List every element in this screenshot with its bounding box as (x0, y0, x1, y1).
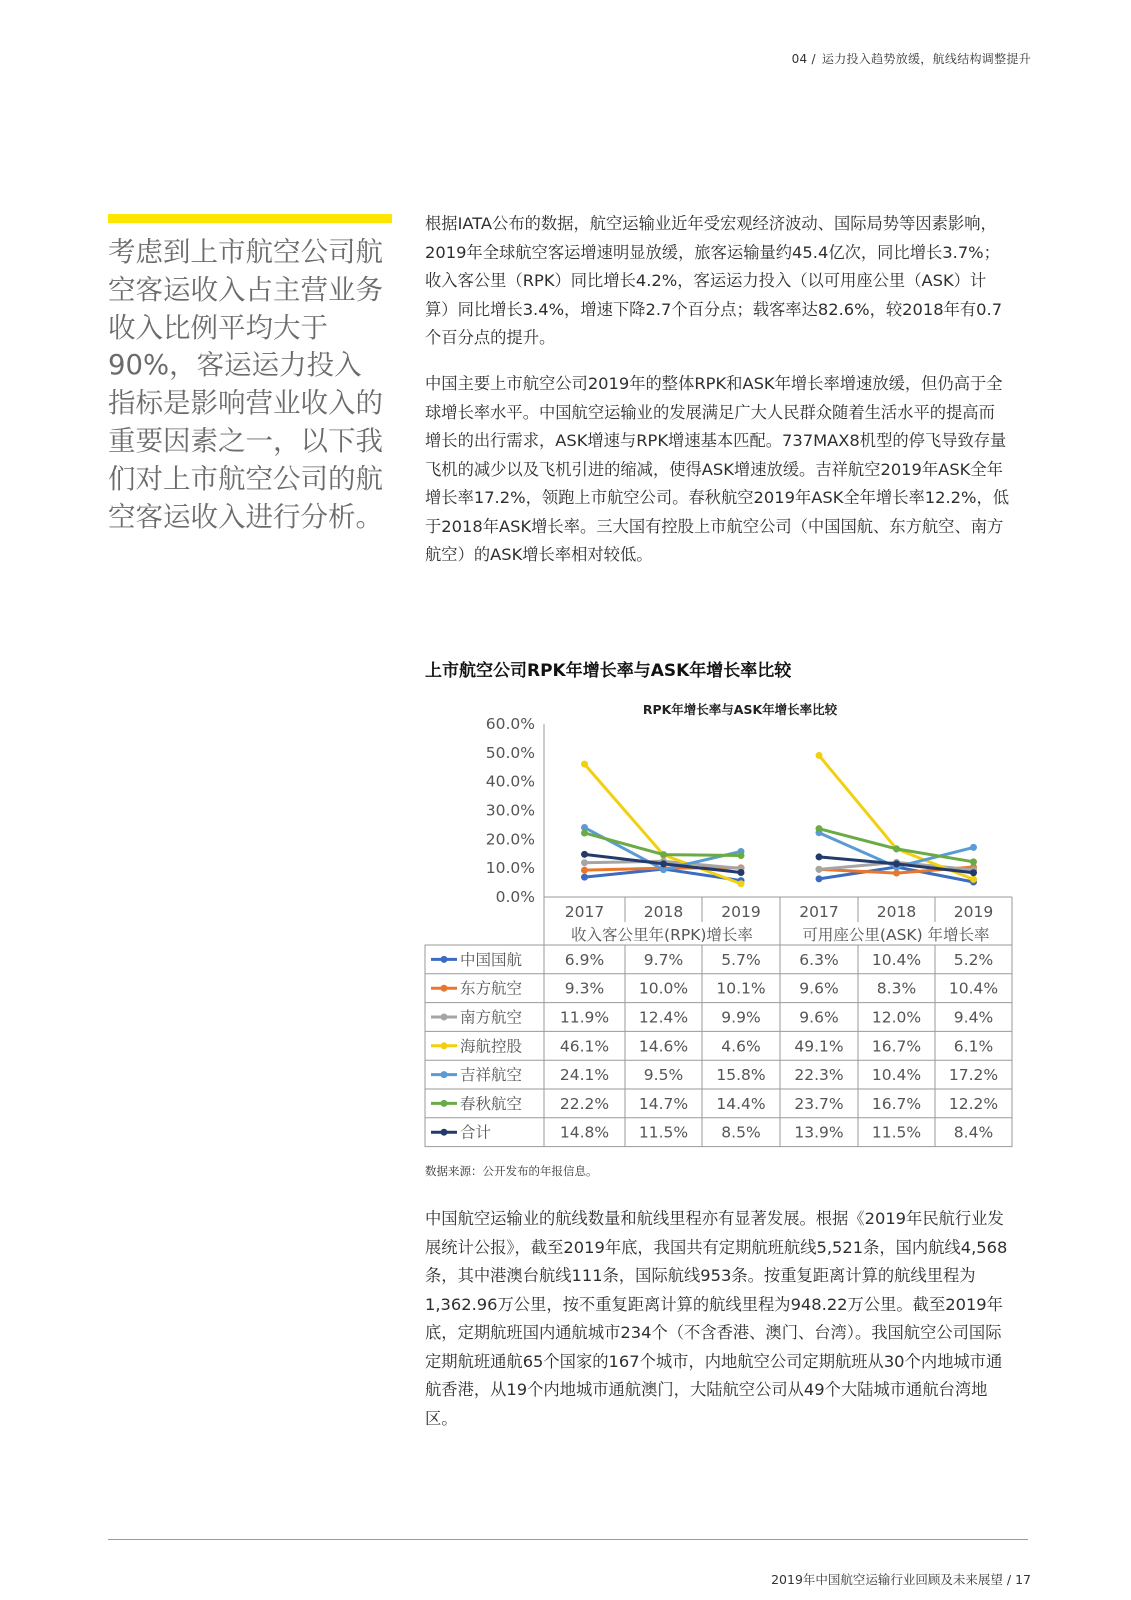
data-point (893, 860, 900, 867)
data-label: 10.1% (716, 979, 766, 998)
data-label: 8.3% (876, 979, 917, 998)
data-label: 15.8% (716, 1066, 766, 1085)
legend-label: 合计 (460, 1123, 492, 1142)
data-label: 14.7% (638, 1094, 689, 1113)
legend-key-marker (441, 956, 448, 963)
data-point (660, 851, 667, 858)
paragraph-text: 中国航空运输业的航线数量和航线里程亦有显著发展。根据《2019年民航行业发展统计公报》，截至2019年底，我国共有定期航班航线5,521条，国内航线4,568条，其中港澳台航线111条，国际航线953条。按重复距离计算的航线里程为1,362.96万公里，按不重复距离计算的航线里程为948.22万公里。截至2019年底，定期航班国内通航城市234个（不含香港、澳门、台湾）。我国航空公司国际定期航班通航65个国家的167个城市，内地航空公司定期航班从30个内地城市通航香港，从19个内地城市通航澳门，大陆航空公司从49个大陆城市通航台湾地区。 (425, 1209, 1008, 1428)
data-point (970, 858, 977, 865)
data-label: 12.4% (638, 1008, 689, 1027)
data-point (970, 844, 977, 851)
data-point (816, 853, 823, 860)
legend-label: 中国国航 (460, 950, 523, 969)
series-line (819, 829, 974, 862)
pull-quote-text: 考虑到上市航空公司航空客运收入占主营业务收入比例平均大于90%，客运运力投入指标是影响营业收入的重要因素之一，以下我们对上市航空公司的航空客运收入进行分析。 (108, 236, 383, 533)
y-tick-label: 60.0% (485, 715, 535, 733)
data-label: 11.5% (871, 1123, 922, 1142)
data-point (816, 866, 823, 873)
data-point (893, 845, 900, 852)
data-label: 12.2% (948, 1094, 999, 1113)
y-tick-label: 50.0% (485, 743, 535, 762)
section-number: 04 / (791, 52, 816, 66)
section-title: 运力投入趋势放缓，航线结构调整提升 (821, 52, 1031, 66)
x-tick-label: 2019 (721, 903, 761, 921)
data-label: 8.4% (953, 1123, 994, 1142)
data-label: 9.9% (721, 1008, 761, 1027)
y-tick-label: 30.0% (485, 801, 535, 820)
paragraph-text: 中国主要上市航空公司2019年的整体RPK和ASK年增长率增速放缓，但仍高于全球增长率水平。中国航空运输业的发展满足广大人民群众随着生活水平的提高而增长的出行需求，ASK增速与RPK增速基本匹配。737MAX8机型的停飞导致存量飞机的减少以及飞机引进的缩减，使得ASK增速放缓。吉祥航空2019年ASK全年增长率17.2%，领跑上市航空公司。春秋航空2019年ASK全年增长率12.2%，低于2018年ASK增长率。三大国有控股上市航空公司（中国国航、东方航空、南方航空）的ASK增长率相对较低。 (425, 374, 1010, 564)
data-point (581, 874, 588, 881)
y-tick-label: 10.0% (485, 859, 535, 878)
legend-key-marker (441, 1042, 448, 1049)
data-point (581, 867, 588, 874)
data-point (970, 869, 977, 876)
data-label: 49.1% (794, 1037, 844, 1056)
footer-divider (108, 1539, 1028, 1540)
data-label: 24.1% (559, 1066, 610, 1085)
data-label: 9.6% (799, 1008, 839, 1027)
legend-label: 吉祥航空 (460, 1066, 523, 1085)
data-label: 16.7% (871, 1094, 922, 1113)
data-point (970, 876, 977, 883)
chart-heading: 上市航空公司RPK年增长率与ASK年增长率比较 (425, 661, 792, 681)
data-label: 6.3% (799, 950, 839, 969)
data-label: 14.8% (559, 1123, 610, 1142)
data-label: 5.2% (953, 950, 994, 969)
y-tick-label: 20.0% (485, 830, 535, 849)
x-group-label: 可用座公里(ASK) 年增长率 (802, 926, 990, 944)
data-label: 17.2% (948, 1066, 999, 1085)
legend-key-marker (441, 985, 448, 992)
data-label: 6.9% (564, 950, 605, 969)
data-point (816, 825, 823, 832)
legend-label: 海航控股 (460, 1037, 523, 1056)
data-point (581, 851, 588, 858)
legend-label: 南方航空 (460, 1008, 523, 1027)
data-label: 22.2% (559, 1094, 610, 1113)
data-label: 10.4% (871, 1066, 922, 1085)
data-label: 9.7% (643, 950, 684, 969)
data-label: 10.0% (638, 979, 689, 998)
data-point (581, 829, 588, 836)
legend-key-marker (441, 1100, 448, 1107)
data-label: 46.1% (559, 1037, 610, 1056)
data-label: 6.1% (953, 1037, 994, 1056)
data-label: 9.3% (564, 979, 605, 998)
data-point (893, 870, 900, 877)
y-tick-label: 0.0% (495, 888, 535, 906)
data-label: 5.7% (721, 950, 761, 969)
chart-title: RPK年增长率与ASK年增长率比较 (642, 702, 838, 717)
data-label: 22.3% (794, 1066, 844, 1085)
data-label: 10.4% (948, 979, 999, 998)
legend-key-marker (441, 1014, 448, 1021)
legend-key-marker (441, 1129, 448, 1136)
routes-paragraph (425, 1205, 1010, 1433)
data-label: 10.4% (871, 950, 922, 969)
data-label: 9.6% (799, 979, 839, 998)
x-tick-label: 2017 (799, 903, 839, 921)
legend-key-marker (441, 1071, 448, 1078)
data-point (581, 761, 588, 768)
data-label: 16.7% (871, 1037, 922, 1056)
data-point (581, 859, 588, 866)
data-label: 9.5% (643, 1066, 684, 1085)
data-label: 14.4% (716, 1094, 766, 1113)
data-label: 13.9% (794, 1123, 844, 1142)
data-label: 11.9% (559, 1008, 610, 1027)
x-tick-label: 2019 (953, 903, 994, 921)
data-label: 8.5% (721, 1123, 761, 1142)
x-tick-label: 2017 (564, 903, 605, 921)
data-label: 23.7% (794, 1094, 844, 1113)
source-note: 数据来源：公开发布的年报信息。 (425, 1164, 598, 1178)
data-label: 9.4% (953, 1008, 994, 1027)
data-point (738, 869, 745, 876)
x-tick-label: 2018 (876, 903, 917, 921)
legend-label: 春秋航空 (460, 1094, 523, 1113)
data-label: 11.5% (638, 1123, 689, 1142)
x-group-label: 收入客公里年(RPK)增长率 (571, 926, 753, 944)
x-tick-label: 2018 (643, 903, 684, 921)
y-tick-label: 40.0% (485, 772, 535, 791)
data-point (816, 752, 823, 759)
data-point (738, 852, 745, 859)
legend-label: 东方航空 (460, 979, 523, 998)
data-label: 14.6% (638, 1037, 689, 1056)
data-point (738, 880, 745, 887)
paragraph-text: 根据IATA公布的数据，航空运输业近年受宏观经济波动、国际局势等因素影响，2019年全球航空客运增速明显放缓，旅客运输量约45.4亿次，同比增长3.7%；收入客公里（RPK）同比增长4.2%，客运运力投入（以可用座公里（ASK）计算）同比增长3.4%，增速下降2.7个百分点；载客率达82.6%，较2018年有0.7个百分点的提升。 (425, 214, 1003, 347)
data-label: 4.6% (721, 1037, 761, 1056)
data-label: 12.0% (871, 1008, 922, 1027)
page-footer: 2019年中国航空运输行业回顾及未来展望 / 17 (771, 1572, 1031, 1587)
data-point (816, 875, 823, 882)
data-point (660, 860, 667, 867)
